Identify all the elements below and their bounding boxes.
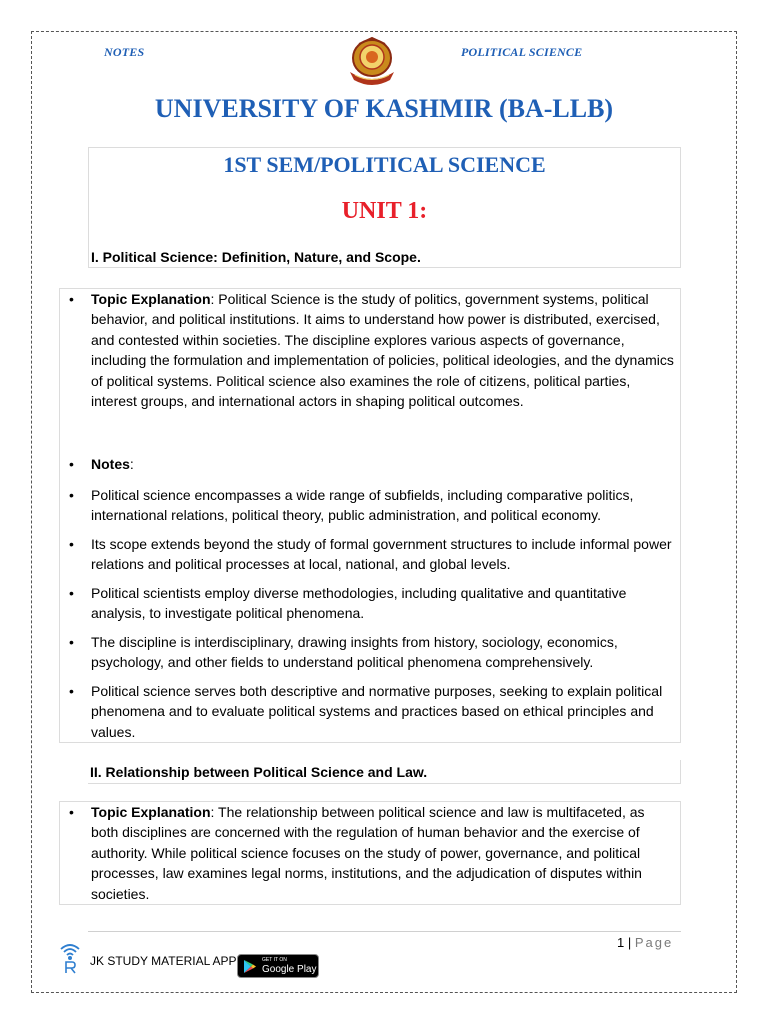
section-heading-2: II. Relationship between Political Science and Law. (90, 764, 428, 780)
university-crest-icon (345, 36, 399, 86)
header-notes: NOTES (104, 45, 145, 59)
semester-title: 1ST SEM/POLITICAL SCIENCE (223, 152, 546, 177)
list-item (60, 681, 680, 742)
bullet: • (69, 585, 74, 601)
section2-box (59, 801, 681, 905)
notes-label: Notes (91, 456, 130, 472)
title-box (88, 147, 681, 268)
list-item (60, 583, 680, 624)
bullet: • (69, 487, 74, 503)
badge-big-text: Google Play (262, 964, 317, 975)
note-text: Its scope extends beyond the study of formal government structures to include informal power relations and political processes at local, national, and global levels. (91, 536, 672, 573)
google-play-badge[interactable] (237, 954, 319, 978)
unit-title: UNIT 1: (341, 198, 428, 224)
note-text: Political scientists employ diverse methodologies, including qualitative and quantitative analysis, to investigate political phenomena. (91, 585, 627, 622)
list-item (60, 632, 680, 673)
bullet: • (69, 291, 74, 307)
note-text: Political science encompasses a wide range of subfields, including comparative politics, international relations, political theory, public administration, and political economy. (91, 487, 634, 524)
wifi-app-icon (58, 940, 82, 974)
notes-colon: : (129, 456, 134, 472)
page-label: Page (634, 935, 674, 950)
play-store-icon (243, 959, 257, 974)
note-text: Political science serves both descriptive and normative purposes, seeking to explain political phenomena and to evaluate political systems and practices based on ethical principles and values. (91, 683, 663, 740)
page-number-value: 1 (617, 935, 625, 950)
topic-explanation-item (60, 289, 680, 411)
note-text: The discipline is interdisciplinary, drawing insights from history, sociology, economics, psychology, and other fields to understand political phenomena comprehensively. (91, 634, 618, 671)
topic-label: Topic Explanation (91, 804, 211, 820)
topic-label: Topic Explanation (91, 291, 211, 307)
badge-small-text: GET IT ON (262, 957, 287, 963)
app-name: JK STUDY MATERIAL APP (90, 954, 237, 968)
notes-heading-item (60, 454, 680, 474)
page-number (617, 935, 673, 950)
university-title: UNIVERSITY OF KASHMIR (BA-LLB) (154, 94, 614, 123)
list-item (60, 534, 680, 575)
topic-explanation-item (60, 802, 680, 904)
bullet: • (69, 456, 74, 472)
bullet: • (69, 536, 74, 552)
header-subject: POLITICAL SCIENCE (461, 45, 583, 59)
topic-text: : The relationship between political science and law is multifaceted, as both disciplines are concerned with the regulation of human behavior and the exercise of authority. While political science focuses on the study of power, governance, and political processes, law examines legal norms, institutions, and the adjudication of disputes within societies. (91, 804, 645, 902)
footer-divider (88, 931, 681, 932)
bullet: • (69, 804, 74, 820)
section-heading-1: I. Political Science: Definition, Nature, and Scope. (91, 249, 421, 265)
bullet: • (69, 634, 74, 650)
section1-box (59, 288, 681, 743)
section2-heading-box (88, 760, 681, 784)
bullet: • (69, 683, 74, 699)
list-item (60, 485, 680, 526)
page-separator: | (624, 935, 635, 950)
topic-text: : Political Science is the study of politics, government systems, political behavior, and political institutions. It aims to understand how power is distributed, exercised, and contested within societies. The discipline explores various aspects of governance, including the formulation and implementation of policies, political ideologies, and the dynamics of political systems. Political science also examines the role of citizens, political parties, interest groups, and international actors in shaping political outcomes. (91, 291, 674, 410)
